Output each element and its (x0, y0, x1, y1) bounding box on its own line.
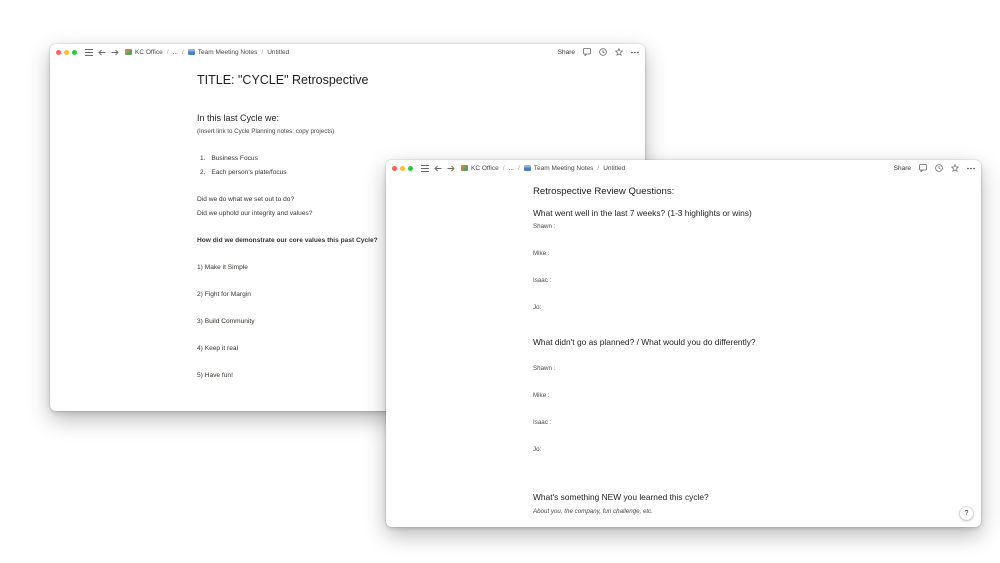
person-entry[interactable]: Shawn : (533, 365, 556, 372)
breadcrumb-workspace[interactable]: KC Office (471, 164, 499, 172)
list-text: Each person's plate/focus (211, 169, 287, 176)
breadcrumb-parent[interactable]: Team Meeting Notes (197, 48, 258, 56)
section-question[interactable]: What didn't go as planned? / What would you do differently? (533, 337, 756, 347)
person-entry[interactable]: Jo: (533, 304, 542, 311)
person-entry[interactable]: Mike : (533, 392, 550, 399)
intro-note[interactable]: (Insert link to Cycle Planning notes: copy projects) (197, 128, 335, 135)
list-text: Business Focus (211, 155, 258, 162)
person-entry[interactable]: Isaac : (533, 277, 552, 284)
breadcrumb-current-page[interactable]: Untitled (267, 48, 290, 56)
intro-heading[interactable]: In this last Cycle we: (197, 113, 280, 123)
section-question[interactable]: What's something NEW you learned this cycle? (533, 492, 709, 502)
breadcrumb-parent[interactable]: Team Meeting Notes (533, 164, 594, 172)
person-entry[interactable]: Jo: (533, 446, 542, 453)
list-number: 1. (200, 155, 206, 162)
page-content (386, 160, 981, 527)
core-value-item[interactable]: 4) Keep it real (197, 345, 239, 352)
core-values-heading[interactable]: How did we demonstrate our core values this past Cycle? (197, 237, 378, 244)
share-button[interactable]: Share (893, 164, 911, 172)
list-item[interactable] (200, 169, 287, 176)
core-value-item[interactable]: 1) Make it Simple (197, 264, 248, 271)
list-item[interactable] (200, 155, 258, 162)
page-title[interactable]: TITLE: "CYCLE" Retrospective (197, 73, 369, 87)
share-button[interactable]: Share (557, 48, 575, 56)
person-entry[interactable]: Mike : (533, 250, 550, 257)
breadcrumb: KC Office / ... / Team Meeting Notes / Untitled (125, 49, 289, 56)
core-value-item[interactable]: 3) Build Community (197, 318, 255, 325)
list-number: 2. (200, 169, 206, 176)
review-heading[interactable]: Retrospective Review Questions: (533, 186, 675, 197)
question-text[interactable]: Did we do what we set out to do? (197, 196, 295, 203)
person-entry[interactable]: Isaac : (533, 419, 552, 426)
core-value-item[interactable]: 5) Have fun! (197, 372, 233, 379)
help-button[interactable]: ? (960, 507, 973, 520)
breadcrumb: KC Office / ... / Team Meeting Notes / Untitled (461, 165, 625, 172)
core-value-item[interactable]: 2) Fight for Margin (197, 291, 251, 298)
breadcrumb-ellipsis[interactable]: ... (172, 48, 178, 56)
section-question[interactable]: What went well in the last 7 weeks? (1-3 highlights or wins) (533, 208, 752, 218)
breadcrumb-current-page[interactable]: Untitled (603, 164, 626, 172)
section-hint[interactable]: About you, the company, fun challenge, etc. (533, 508, 653, 515)
person-entry[interactable]: Shawn : (533, 223, 556, 230)
breadcrumb-ellipsis[interactable]: ... (508, 164, 514, 172)
question-text[interactable]: Did we uphold our integrity and values? (197, 210, 313, 217)
retrospective-window-front (386, 160, 981, 527)
breadcrumb-workspace[interactable]: KC Office (135, 48, 163, 56)
